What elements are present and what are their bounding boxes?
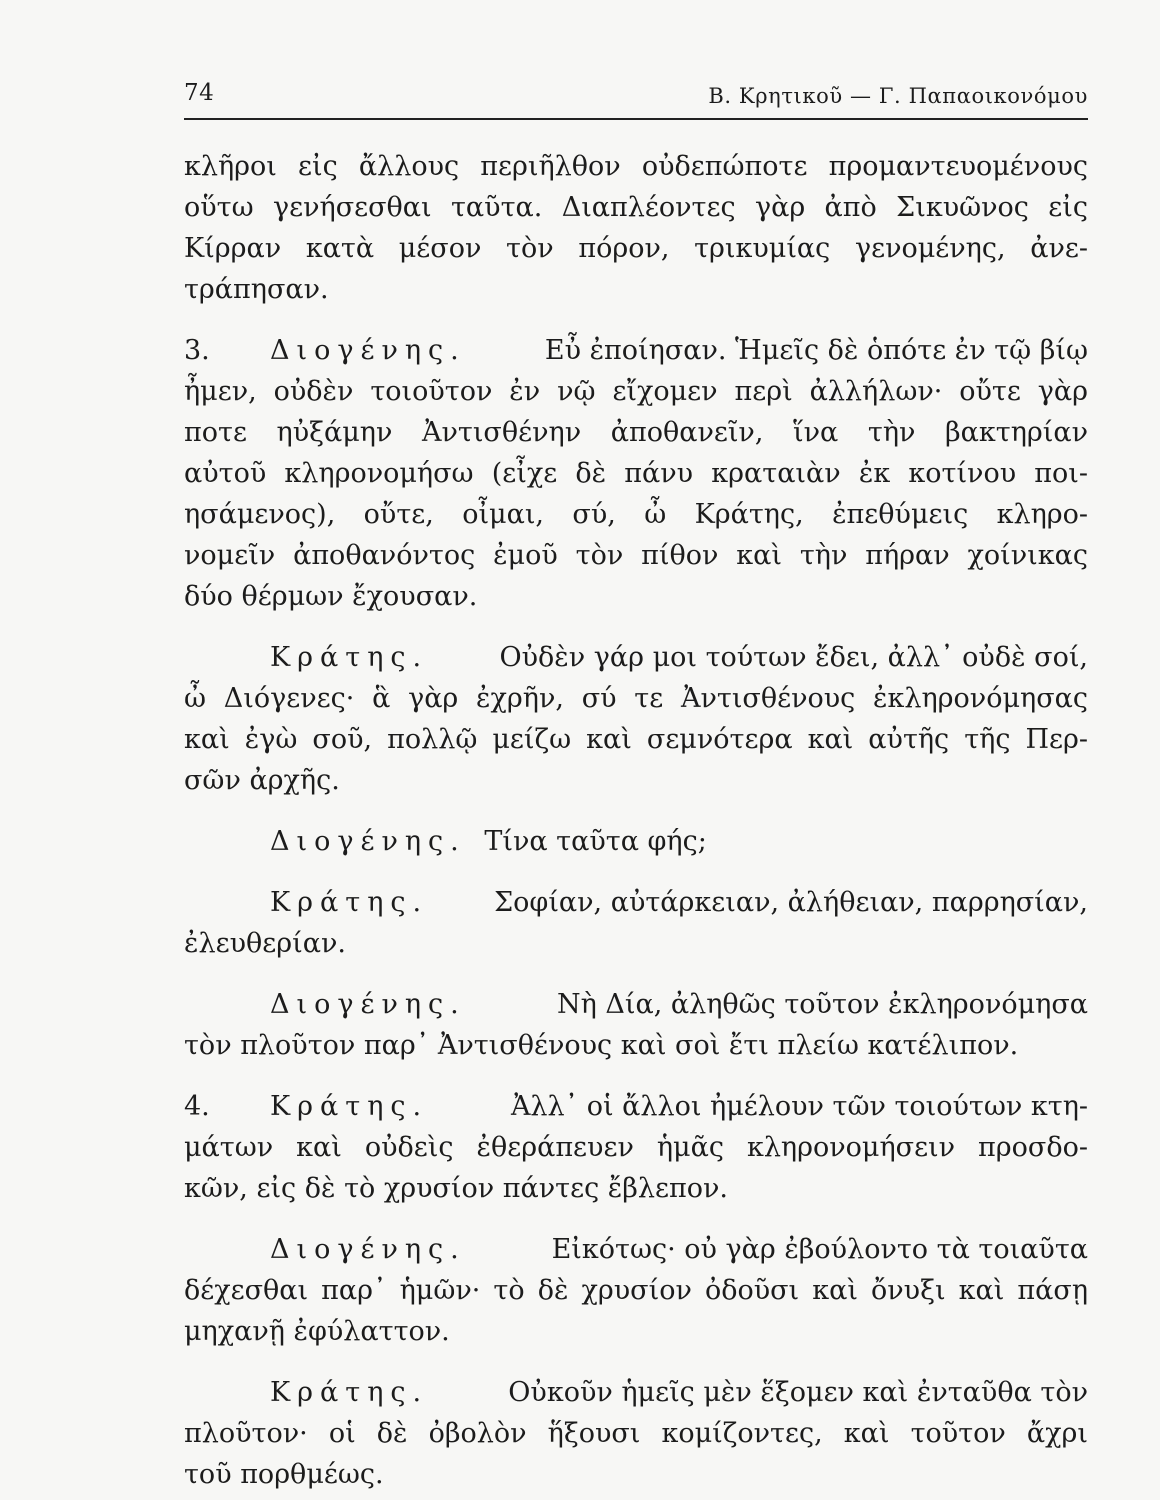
paragraph (184, 984, 1088, 1066)
text-line: ὦ Διόγενες· ἃ γὰρ ἐχρῆν, σύ τε Ἀντισθένους ἐκληρονόμησας (184, 683, 1088, 714)
page-number: 74 (184, 80, 215, 106)
text-line: αὐτοῦ κληρονομήσω (εἶχε δὲ πάνυ κραταιὰν ἐκ κοτίνου ποι- (184, 458, 1088, 489)
line-text: Τίνα ταῦτα φής; (484, 826, 707, 857)
text-line (184, 1372, 1088, 1413)
text-line: νομεῖν ἀποθανόντος ἐμοῦ τὸν πίθον καὶ τὴν πήραν χοίνικας (184, 540, 1088, 571)
speaker-name: Διογένης. (270, 989, 466, 1020)
paragraph (184, 1372, 1088, 1495)
text-line (184, 330, 1088, 371)
section-number: 4. (184, 1091, 210, 1122)
page-header (184, 78, 1088, 118)
text-line: ποτε ηὐξάμην Ἀντισθένην ἀποθανεῖν, ἵνα τὴν βακτηρίαν (184, 417, 1088, 448)
body-text (184, 146, 1088, 1495)
text-line: κῶν, εἰς δὲ τὸ χρυσίον πάντες ἔβλεπον. (184, 1173, 728, 1204)
text-line (184, 882, 1088, 923)
text-line: τοῦ πορθμέως. (184, 1459, 384, 1490)
text-line: ἦμεν, οὐδὲν τοιοῦτον ἐν νῷ εἴχομεν περὶ ἀλλήλων· οὔτε γὰρ (184, 376, 1088, 407)
speaker-name: Διογένης. (270, 1234, 466, 1265)
text-line: οὕτω γενήσεσθαι ταῦτα. Διαπλέοντες γὰρ ἀπὸ Σικυῶνος εἰς (184, 192, 1088, 223)
paragraph (184, 1229, 1088, 1352)
speaker-name: Κράτης. (270, 1091, 429, 1122)
text-line: ησάμενος), οὔτε, οἶμαι, σύ, ὦ Κράτης, ἐπεθύμεις κληρο- (184, 499, 1088, 530)
text-line (184, 1229, 1088, 1270)
text-line (184, 637, 1088, 678)
text-line: μηχανῇ ἐφύλαττον. (184, 1316, 450, 1347)
text-line (184, 821, 1088, 862)
section-number: 3. (184, 335, 210, 366)
text-line: τὸν πλοῦτον παρ᾽ Ἀντισθένους καὶ σοὶ ἔτι πλείω κατέλιπον. (184, 1030, 1019, 1061)
paragraph (184, 146, 1088, 310)
speaker-name: Διογένης. (270, 826, 466, 857)
speaker-name: Κράτης. (270, 887, 429, 918)
speaker-name: Διογένης. (270, 335, 466, 366)
line-text: Εἰκότως· οὐ γὰρ ἐβούλοντο τὰ τοιαῦτα (551, 1234, 1088, 1265)
first-part (184, 330, 476, 371)
text-line (184, 1086, 1088, 1127)
text-line: τράπησαν. (184, 274, 329, 305)
paragraph (184, 330, 1088, 617)
text-line (184, 984, 1088, 1025)
text-line: σῶν ἀρχῆς. (184, 765, 340, 796)
text-line: κλῆροι εἰς ἄλλους περιῆλθον οὐδεπώποτε προμαντευομένους (184, 151, 1088, 182)
text-line: πλοῦτον· οἱ δὲ ὀβολὸν ἥξουσι κομίζοντες, καὶ τοῦτον ἄχρι (184, 1418, 1088, 1449)
line-text: Οὐκοῦν ἡμεῖς μὲν ἕξομεν καὶ ἐνταῦθα τὸν (508, 1377, 1088, 1408)
paragraph (184, 1086, 1088, 1209)
first-part (184, 1086, 438, 1127)
speaker-name: Κράτης. (270, 1377, 429, 1408)
header-rule (184, 118, 1088, 120)
text-line: ἐλευθερίαν. (184, 928, 346, 959)
line-text: Εὖ ἐποίησαν. Ἡμεῖς δὲ ὁπότε ἐν τῷ βίῳ (544, 335, 1088, 366)
paragraph (184, 637, 1088, 801)
text-line: καὶ ἐγὼ σοῦ, πολλῷ μείζω καὶ σεμνότερα καὶ αὐτῆς τῆς Περ- (184, 724, 1088, 755)
speaker-name: Κράτης. (270, 642, 429, 673)
line-text: Οὐδὲν γάρ μοι τούτων ἔδει, ἀλλ᾽ οὐδὲ σοί, (499, 642, 1088, 673)
line-text: Ἀλλ᾽ οἱ ἄλλοι ἠμέλουν τῶν τοιούτων κτη- (510, 1091, 1088, 1122)
line-text: Νὴ Δία, ἀληθῶς τοῦτον ἐκληρονόμησα (557, 989, 1088, 1020)
paragraph (184, 882, 1088, 964)
text-line: δέχεσθαι παρ᾽ ἡμῶν· τὸ δὲ χρυσίον ὀδοῦσι καὶ ὄνυξι καὶ πάσῃ (184, 1275, 1088, 1306)
paragraph (184, 821, 1088, 862)
text-line: δύο θέρμων ἔχουσαν. (184, 581, 478, 612)
text-line: Κίρραν κατὰ μέσον τὸν πόρον, τρικυμίας γενομένης, ἀνε- (184, 233, 1088, 264)
text-line: μάτων καὶ οὐδεὶς ἐθεράπευεν ἡμᾶς κληρονομήσειν προσδο- (184, 1132, 1088, 1163)
running-head: Β. Κρητικοῦ — Γ. Παπαοικονόμου (708, 84, 1088, 108)
line-text: Σοφίαν, αὐτάρκειαν, ἀλήθειαν, παρρησίαν, (494, 887, 1088, 918)
